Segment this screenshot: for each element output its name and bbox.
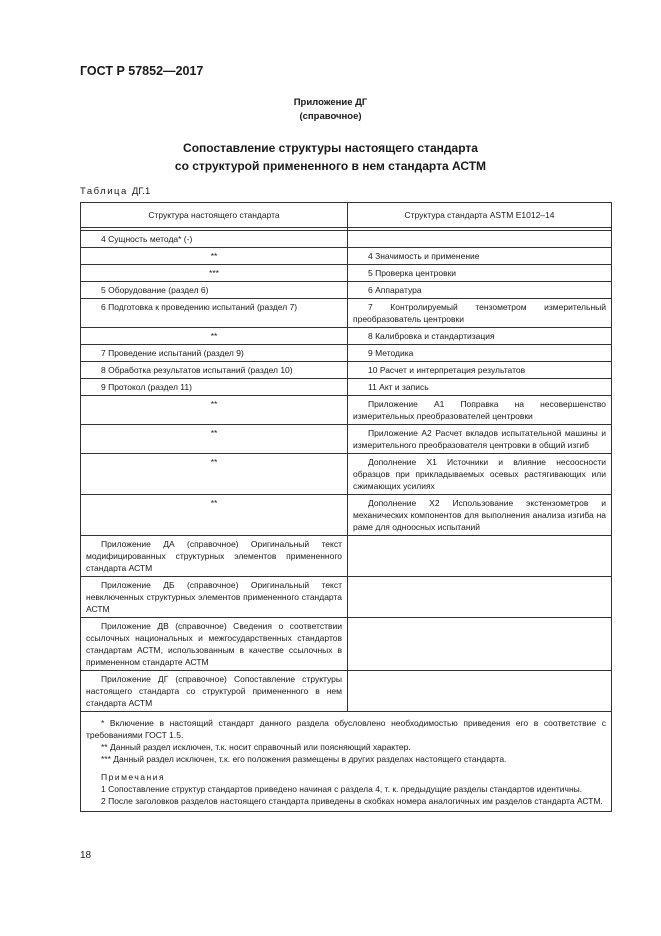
cell-right xyxy=(348,618,612,671)
cell-left: ** xyxy=(81,328,348,345)
cell-right xyxy=(348,671,612,712)
table-row xyxy=(81,362,612,379)
cell-right: 9 Методика xyxy=(348,345,612,362)
cell-left: ** xyxy=(81,425,348,454)
cell-left: Приложение ДГ (справочное) Сопоставление структуры настоящего стандарта со структурой примененного в нем стандарта АСТМ xyxy=(81,671,348,712)
cell-right xyxy=(348,536,612,577)
table-caption-number: ДГ.1 xyxy=(131,186,151,197)
table-row xyxy=(81,671,612,712)
table-caption-word: Таблица xyxy=(80,186,128,197)
cell-right: Дополнение Х2 Использование экстензометров и механических компонентов для выполнения анализа изгиба на раме для одноосных испытаний xyxy=(348,495,612,536)
table-row xyxy=(81,425,612,454)
table-row xyxy=(81,299,612,328)
cell-right xyxy=(348,577,612,618)
footnote: ** Данный раздел исключен, т.к. носит справочный или поясняющий характер. xyxy=(101,742,411,752)
page-title xyxy=(0,139,661,175)
page-number: 18 xyxy=(80,850,92,861)
table-caption xyxy=(80,186,150,197)
title-line-2: со структурой примененного в нем стандарта АСТМ xyxy=(174,159,487,173)
cell-left: Приложение ДБ (справочное) Оригинальный текст невключенных структурных элементов примененного стандарта АСТМ xyxy=(81,577,348,618)
cell-right: 5 Проверка центровки xyxy=(348,265,612,282)
table-row xyxy=(81,495,612,536)
header-astm-standard: Структура стандарта ASTM E1012–14 xyxy=(348,203,612,228)
table-row xyxy=(81,396,612,425)
cell-left: 5 Оборудование (раздел 6) xyxy=(81,282,348,299)
cell-right xyxy=(348,231,612,248)
appendix-heading xyxy=(0,96,661,124)
cell-right: 6 Аппаратура xyxy=(348,282,612,299)
table-row xyxy=(81,265,612,282)
table-row xyxy=(81,618,612,671)
table-row xyxy=(81,536,612,577)
cell-right: Дополнение Х1 Источники и влияние несоосности образцов при прикладываемых осевых растягивающих или сжимающих усилиях xyxy=(348,454,612,495)
cell-left: Приложение ДА (справочное) Оригинальный текст модифицированных структурных элементов примененного стандарта АСТМ xyxy=(81,536,348,577)
cell-right: 10 Расчет и интерпретация результатов xyxy=(348,362,612,379)
footnote: *** Данный раздел исключен, т.к. его положения размещены в других разделах настоящего стандарта. xyxy=(101,754,507,764)
cell-right: Приложение А2 Расчет вкладов испытательной машины и измерительного преобразователя центровки в общий изгиб xyxy=(348,425,612,454)
table-row xyxy=(81,248,612,265)
table-row xyxy=(81,345,612,362)
cell-left: 9 Протокол (раздел 11) xyxy=(81,379,348,396)
table-row xyxy=(81,577,612,618)
document-code: ГОСТ Р 57852—2017 xyxy=(80,64,204,78)
note: 2 После заголовков разделов настоящего стандарта приведены в скобках номера аналогичных им разделов стандарта АСТМ. xyxy=(101,796,603,806)
cell-left: *** xyxy=(81,265,348,282)
title-line-1: Сопоставление структуры настоящего стандарта xyxy=(183,141,478,155)
footnote: * Включение в настоящий стандарт данного раздела обусловлено необходимостью приведения его в соответствие с требованиями ГОСТ 1.5. xyxy=(86,718,606,740)
appendix-label: Приложение ДГ xyxy=(293,97,368,108)
cell-right: Приложение А1 Поправка на несовершенство измерительных преобразователей центровки xyxy=(348,396,612,425)
table-row xyxy=(81,231,612,248)
table-row xyxy=(81,379,612,396)
table-footer-cell xyxy=(81,712,612,812)
cell-right: 7 Контролируемый тензометром измерительный преобразователь центровки xyxy=(348,299,612,328)
cell-left: 8 Обработка результатов испытаний (раздел 10) xyxy=(81,362,348,379)
notes-header: Примечания xyxy=(101,772,166,782)
cell-left: ** xyxy=(81,454,348,495)
cell-left: ** xyxy=(81,495,348,536)
cell-left: 4 Сущность метода* (-) xyxy=(81,231,348,248)
cell-left: Приложение ДВ (справочное) Сведения о соответствии ссылочных национальных и межгосударственных стандартов стандартам АСТМ, использованным в качестве ссылочных в примененном стандарте АСТМ xyxy=(81,618,348,671)
cell-left: ** xyxy=(81,248,348,265)
table-row xyxy=(81,282,612,299)
appendix-kind: (справочное) xyxy=(299,111,362,122)
cell-right: 11 Акт и запись xyxy=(348,379,612,396)
table-header-row xyxy=(81,203,612,228)
header-this-standard: Структура настоящего стандарта xyxy=(81,203,348,228)
cell-left: 6 Подготовка к проведению испытаний (раздел 7) xyxy=(81,299,348,328)
table-row xyxy=(81,454,612,495)
table-footer-row xyxy=(81,712,612,812)
cell-left: 7 Проведение испытаний (раздел 9) xyxy=(81,345,348,362)
note: 1 Сопоставление структур стандартов приведено начиная с раздела 4, т. к. предыдущие разделы стандартов идентичны. xyxy=(101,784,583,794)
cell-right: 4 Значимость и применение xyxy=(348,248,612,265)
cell-left: ** xyxy=(81,396,348,425)
table-row xyxy=(81,328,612,345)
comparison-table xyxy=(80,202,612,812)
cell-right: 8 Калибровка и стандартизация xyxy=(348,328,612,345)
